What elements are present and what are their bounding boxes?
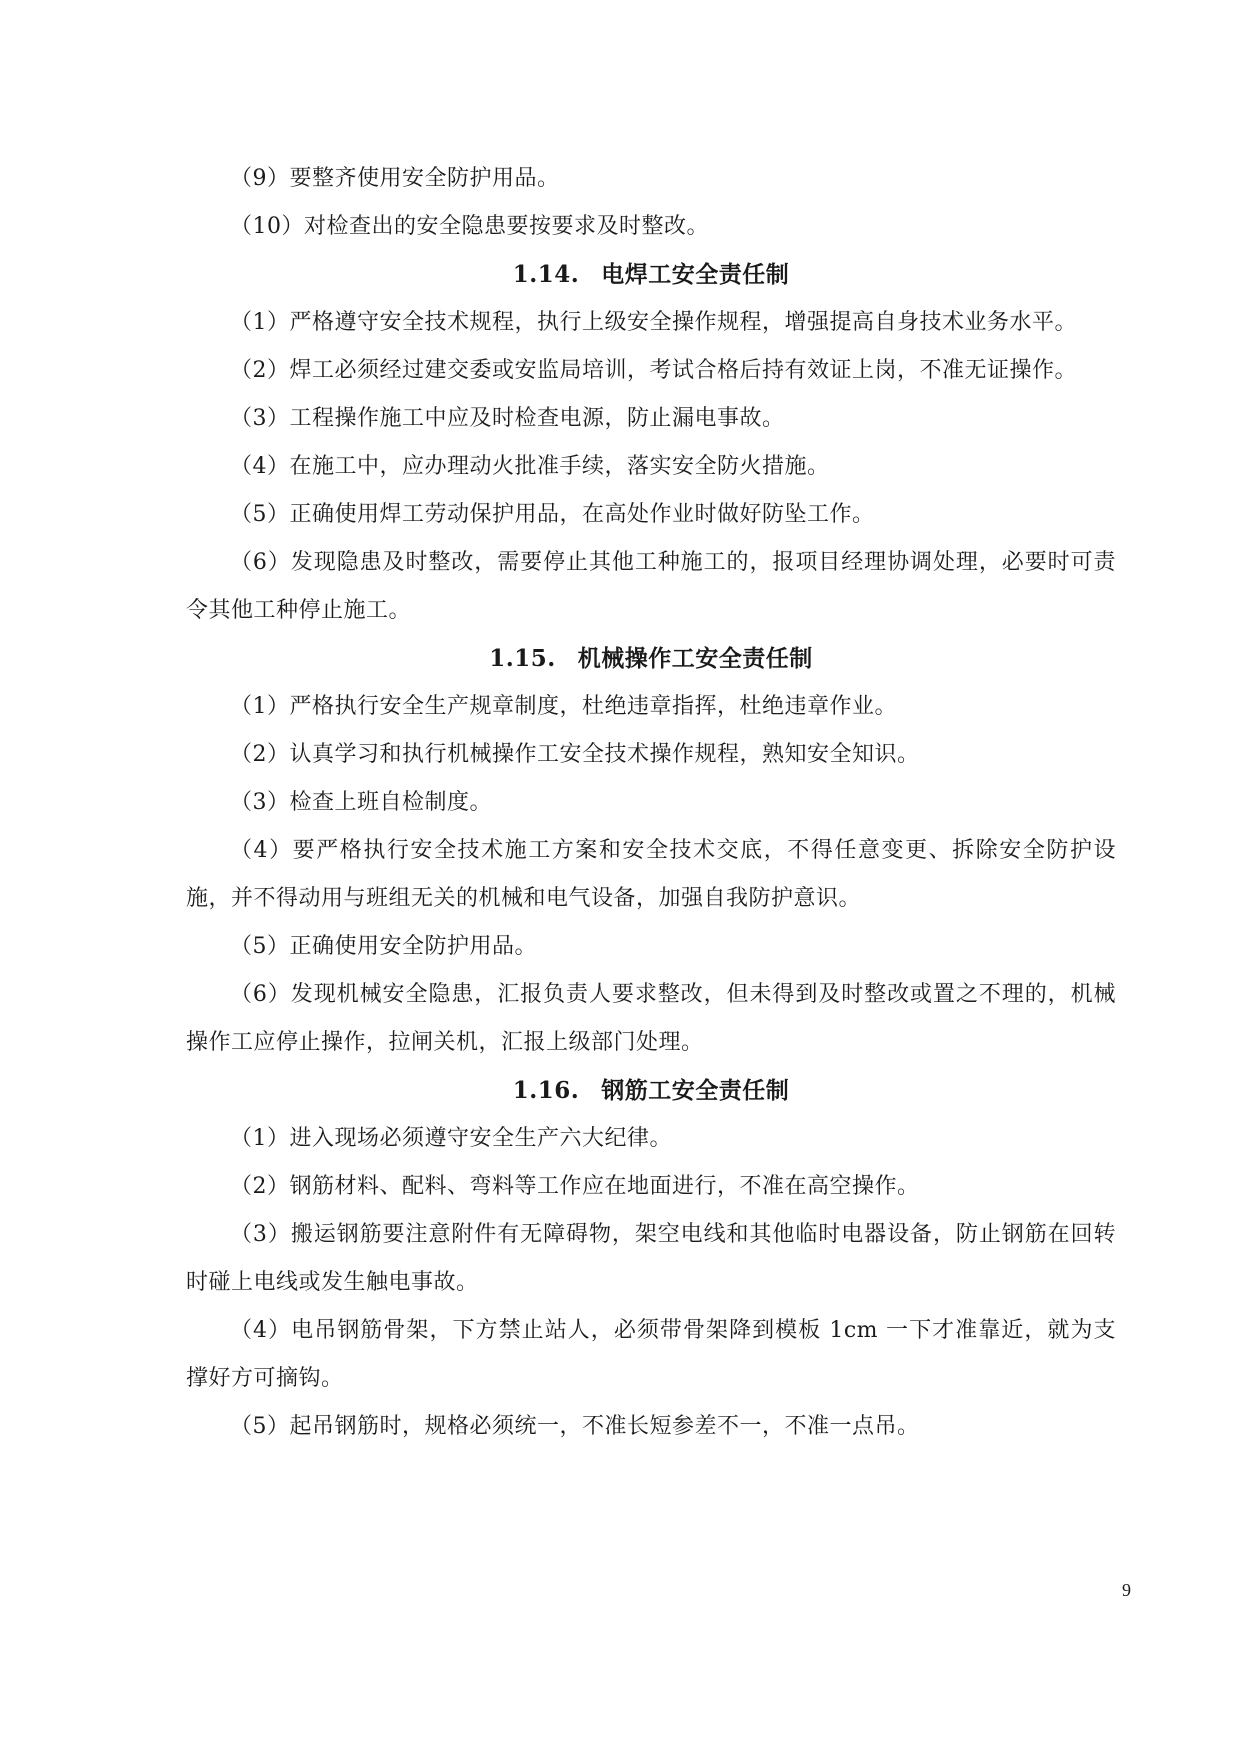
section-heading: [186, 251, 1116, 299]
section-number: 1.15.: [489, 645, 556, 672]
list-item: （2）认真学习和执行机械操作工安全技术操作规程，熟知安全知识。: [230, 742, 920, 767]
list-item: （6）发现隐患及时整改，需要停止其他工种施工的，报项目经理协调处理，必要时可责令其他工种停止施工。: [186, 550, 1116, 623]
list-item: （5）正确使用安全防护用品。: [230, 934, 537, 959]
section-title: 电焊工安全责任制: [601, 261, 790, 288]
section-number: 1.16.: [512, 1077, 580, 1104]
list-item: （10）对检查出的安全隐患要按要求及时整改。: [230, 214, 709, 239]
section-number: 1.14.: [512, 261, 580, 288]
section-title: 钢筋工安全责任制: [601, 1077, 790, 1104]
page-body: [186, 155, 1116, 1451]
list-item: （1）严格遵守安全技术规程，执行上级安全操作规程，增强提高自身技术业务水平。: [230, 310, 1077, 335]
list-item: （9）要整齐使用安全防护用品。: [230, 166, 560, 191]
list-item: （4）电吊钢筋骨架，下方禁止站人，必须带骨架降到模板 1cm 一下才准靠近，就为支撑好方可摘钩。: [186, 1318, 1116, 1391]
section-title: 机械操作工安全责任制: [577, 645, 813, 672]
list-item: （5）起吊钢筋时，规格必须统一，不准长短参差不一，不准一点吊。: [230, 1414, 920, 1439]
list-item: （3）检查上班自检制度。: [230, 790, 492, 815]
list-item: （3）搬运钢筋要注意附件有无障碍物，架空电线和其他临时电器设备，防止钢筋在回转时碰上电线或发生触电事故。: [186, 1222, 1116, 1295]
list-item: （1）严格执行安全生产规章制度，杜绝违章指挥，杜绝违章作业。: [230, 694, 897, 719]
page-number: 9: [1122, 1580, 1131, 1600]
list-item: （1）进入现场必须遵守安全生产六大纪律。: [230, 1126, 672, 1151]
list-item: （6）发现机械安全隐患，汇报负责人要求整改，但未得到及时整改或置之不理的，机械操作工应停止操作，拉闸关机，汇报上级部门处理。: [186, 982, 1116, 1055]
list-item: （2）钢筋材料、配料、弯料等工作应在地面进行，不准在高空操作。: [230, 1174, 920, 1199]
section-heading: [186, 1067, 1116, 1115]
list-item: （3）工程操作施工中应及时检查电源，防止漏电事故。: [230, 406, 785, 431]
section-heading: [186, 635, 1116, 683]
list-item: （2）焊工必须经过建交委或安监局培训，考试合格后持有效证上岗，不准无证操作。: [230, 358, 1077, 383]
list-item: （5）正确使用焊工劳动保护用品，在高处作业时做好防坠工作。: [230, 502, 875, 527]
list-item: （4）在施工中，应办理动火批准手续，落实安全防火措施。: [230, 454, 830, 479]
list-item: （4）要严格执行安全技术施工方案和安全技术交底，不得任意变更、拆除安全防护设施，并不得动用与班组无关的机械和电气设备，加强自我防护意识。: [186, 838, 1116, 911]
